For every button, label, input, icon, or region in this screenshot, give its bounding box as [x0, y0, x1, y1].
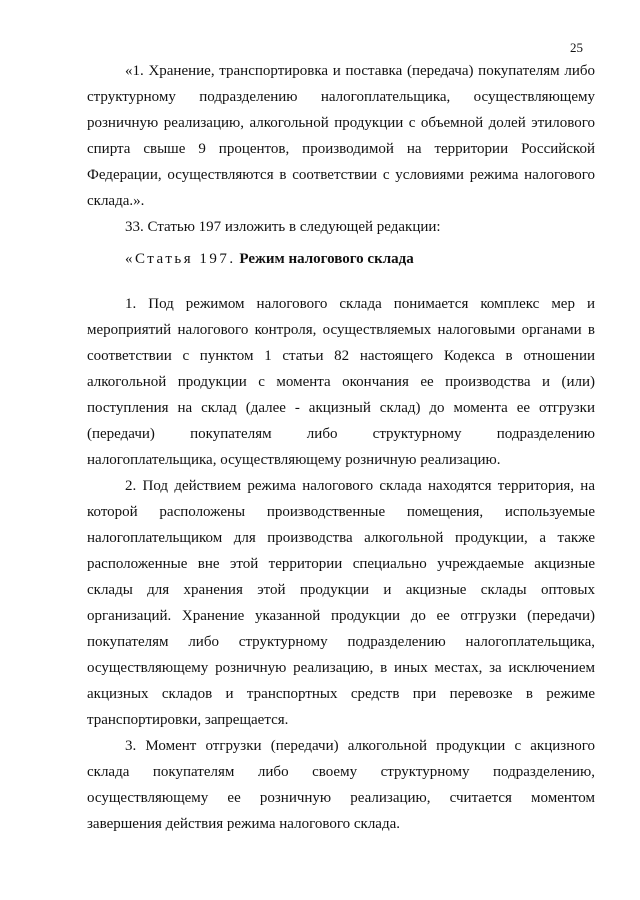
article-heading-title: Режим налогового склада [239, 251, 414, 267]
article-paragraph-3: 3. Момент отгрузки (передачи) алкогольной продукции с акцизного склада покупателям либо своему структурному подразделению, осуществляющему ее розничную реализацию, считается моментом завершения действия режима налогового склада. [87, 738, 595, 832]
article-heading-prefix: «Статья 197. [125, 251, 236, 267]
page-number: 25 [570, 40, 583, 55]
amendment-line: 33. Статью 197 изложить в следующей редакции: [125, 219, 441, 235]
article-paragraph-1: 1. Под режимом налогового склада понимается комплекс мер и мероприятий налогового контроля, осуществляемых налоговыми органами в соответствии с пунктом 1 статьи 82 настоящего Кодекса в отношении алкогольной продукции с момента окончания ее производства и (или) поступления на склад (далее - акцизный склад) до момента ее отгрузки (передачи) покупателям либо структурному подразделению налогоплательщика, осуществляющему розничную реализацию. [87, 296, 595, 468]
document-body [87, 58, 595, 837]
article-heading [87, 246, 595, 272]
intro-paragraph: «1. Хранение, транспортировка и поставка (передача) покупателям либо структурному подразделению налогоплательщика, осуществляющему розничную реализацию, алкогольной продукции с объемной долей этилового спирта свыше 9 процентов, производимой на территории Российской Федерации, осуществляются в соответствии с условиями режима налогового склада.». [87, 63, 595, 209]
article-paragraph-2: 2. Под действием режима налогового склада находятся территория, на которой расположены производственные помещения, используемые налогоплательщиком для производства алкогольной продукции, а также расположенные вне этой территории специально учреждаемые акцизные склады для хранения этой продукции и акцизные склады оптовых организаций. Хранение указанной продукции до ее отгрузки (передачи) покупателям либо структурному подразделению налогоплательщика, осуществляющему розничную реализацию, в иных местах, за исключением акцизных складов и транспортных средств при перевозке в режиме транспортировки, запрещается. [87, 478, 595, 728]
